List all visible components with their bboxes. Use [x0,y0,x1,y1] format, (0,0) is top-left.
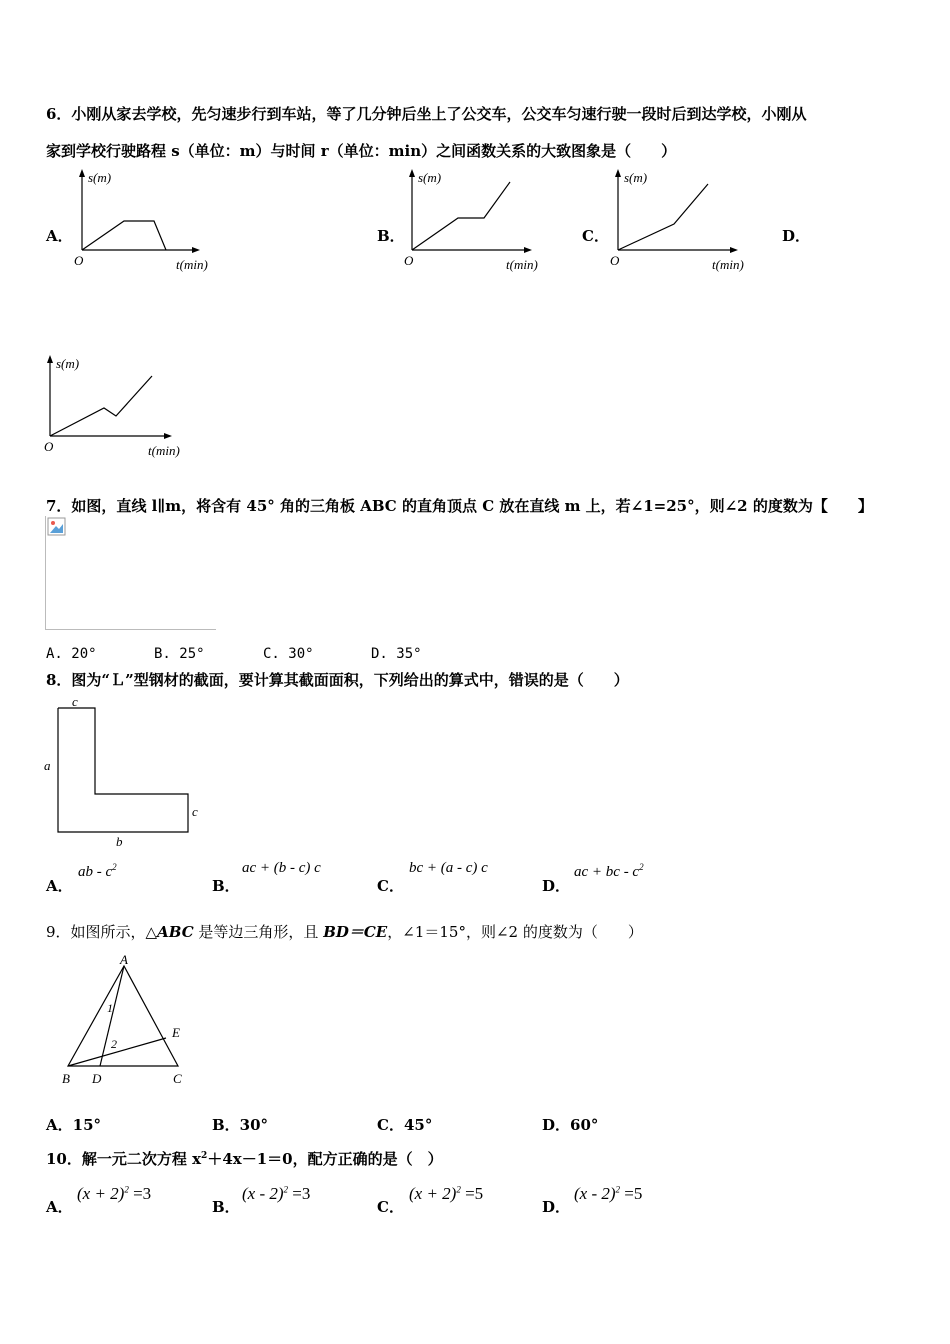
q10-option-a-letter[interactable]: A． [46,1198,73,1216]
q9-option-a[interactable]: A．15° [46,1116,102,1134]
q6b-y-label: s(m) [418,170,442,185]
q6-stem-line2: 家到学校行驶路程 s（单位：m）与时间 r（单位：min）之间函数关系的大致图象是（ ） [46,142,677,160]
q6b-x-label: t(min) [506,257,538,272]
q6-graph-d [38,352,198,464]
q10-option-d-expr: (x - 2)$^2$ =5 [574,1184,643,1203]
q8-label-a: a [44,758,51,773]
q10-option-c-expr: $(x + 2)^2 =5$ [409,1184,484,1203]
q6d-x-label: t(min) [148,443,180,458]
broken-image-icon [47,517,67,537]
q6c-x-label: t(min) [712,257,744,272]
q6-graph-b [398,166,558,278]
q6-graph-a [66,166,226,278]
q9-angle-1: 1 [107,1001,113,1015]
q8-option-a-letter[interactable]: A． [46,877,73,895]
q8-label-c-top: c [72,694,78,709]
q10-option-d-letter[interactable]: D． [542,1198,571,1216]
q8-option-c-letter[interactable]: C． [377,877,404,895]
q8-option-d-letter[interactable]: D． [542,877,571,895]
q6a-origin: O [74,253,84,268]
q8-option-c-expr: bc + (a - c) c [409,860,488,876]
q9-option-c[interactable]: C．45° [377,1116,433,1134]
q9-option-d[interactable]: D．60° [542,1116,599,1134]
q10-stem: 10．解一元二次方程 $x^2+4x-1=0$，配方正确的是（ ） [46,1150,443,1168]
q9-option-b[interactable]: B．30° [212,1116,269,1134]
q7-stem: 7．如图，直线 l∥m，将含有 45° 角的三角板 ABC 的直角顶点 C 放在直线 m 上，若∠1=25°，则∠2 的度数为【 】 [46,497,873,515]
q9-stem: 9．如图所示，△ABC 是等边三角形，且 BD＝CE，∠1＝15°，则∠2 的度数为（ ） [46,923,643,941]
q6-option-c[interactable]: C． [582,227,609,245]
q8-option-d-expr: ac + bc - $c^2$ [574,862,644,880]
q9-label-b: B [62,1071,70,1086]
q10-option-b-letter[interactable]: B． [212,1198,240,1216]
q7-option-b[interactable]: B. 25° [154,646,205,662]
q6b-origin: O [404,253,414,268]
q8-label-c-right: c [192,804,198,819]
q6c-origin: O [610,253,620,268]
q7-option-a[interactable]: A. 20° [46,646,97,662]
q7-option-d[interactable]: D. 35° [371,646,422,662]
q6-option-d[interactable]: D． [782,227,811,245]
q6-stem-line1: 6．小刚从家去学校，先匀速步行到车站，等了几分钟后坐上了公交车，公交车匀速行驶一段时后到达学校，小刚从 [46,105,807,123]
q9-label-c: C [173,1071,182,1086]
q8-option-b-letter[interactable]: B． [212,877,240,895]
q9-label-a: A [120,952,128,967]
q8-stem: 8．图为“Ｌ”型钢材的截面，要计算其截面面积，下列给出的算式中，错误的是（ ） [46,671,629,689]
q6c-y-label: s(m) [624,170,648,185]
q6-graph-c [604,166,764,278]
q6a-x-label: t(min) [176,257,208,272]
q6-option-a[interactable]: A． [46,227,73,245]
q8-label-b: b [116,834,123,849]
q6d-origin: O [44,439,54,454]
q8-l-shape-figure [40,694,220,854]
q8-option-a-expr: ab - $c^2$ [78,862,117,880]
q6-option-b[interactable]: B． [377,227,405,245]
q9-label-e: E [172,1025,180,1040]
q10-option-b-expr: (x - 2)$^2$ =3 [242,1184,311,1203]
q9-label-d: D [92,1071,102,1086]
q10-option-a-expr: $(x + 2)^2 =3$ [77,1184,152,1203]
q6d-y-label: s(m) [56,356,80,371]
q7-figure-placeholder [45,516,216,630]
q8-option-b-expr: ac + (b - c) c [242,860,321,876]
q10-option-c-letter[interactable]: C． [377,1198,404,1216]
q9-triangle-figure [56,952,196,1092]
q9-angle-2: 2 [111,1037,117,1051]
q7-option-c[interactable]: C. 30° [263,646,314,662]
q6a-y-label: s(m) [88,170,112,185]
